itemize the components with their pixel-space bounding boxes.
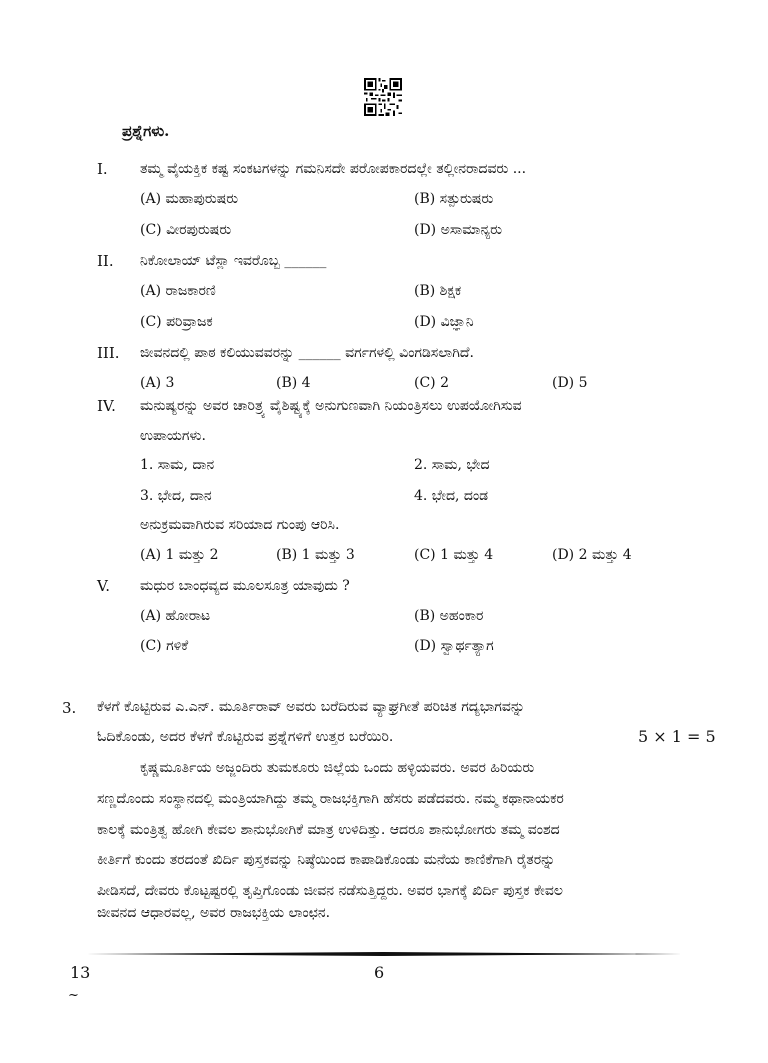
option-a: (A) ರಾಜಕಾರಣಿ bbox=[140, 283, 216, 299]
question-text-line2: ಓದಿಕೊಂಡು, ಅದರ ಕೆಳಗೆ ಕೊಟ್ಟಿರುವ ಪ್ರಶ್ನೆಗಳಿಗೆ ಉತ್ತರ ಬರೆಯಿರಿ. bbox=[97, 729, 394, 745]
option-b: (B) 1 ಮತ್ತು 3 bbox=[276, 547, 355, 563]
option-b: (B) ಸತ್ಪುರುಷರು bbox=[414, 191, 494, 207]
passage-line: ಕೃಷ್ಣಮೂರ್ತಿಯ ಅಜ್ಜಂದಿರು ತುಮಕೂರು ಜಿಲ್ಲೆಯ ಒಂದು ಹಳ್ಳಿಯವರು. ಅವರ ಹಿರಿಯರು bbox=[140, 760, 535, 776]
option-a: (A) 1 ಮತ್ತು 2 bbox=[140, 547, 219, 563]
question-number: V. bbox=[97, 577, 110, 595]
passage-line: ಪೀಡಿಸದೆ, ದೇವರು ಕೊಟ್ಟಷ್ಟರಲ್ಲಿ ತೃಪ್ತಿಗೊಂಡು ಜೀವನ ನಡೆಸುತ್ತಿದ್ದರು. ಅವರ ಭಾಗಕ್ಕೆ ಖಿರ್ದಿ ಪುಸ್ತಕ ಕೇವಲ bbox=[97, 883, 563, 899]
list-item: 3. ಭೇದ, ದಾನ bbox=[140, 488, 212, 504]
qr-code bbox=[364, 78, 402, 116]
option-a: (A) ಹೋರಾಟ bbox=[140, 608, 211, 624]
question-text: ಜೀವನದಲ್ಲಿ ಪಾಠ ಕಲಿಯುವವರನ್ನು ______ ವರ್ಗಗಳಲ್ಲಿ ವಿಂಗಡಿಸಲಾಗಿದೆ. bbox=[140, 345, 474, 361]
option-b: (B) ಶಿಕ್ಷಕ bbox=[414, 283, 462, 299]
option-b: (B) ಅಹಂಕಾರ bbox=[414, 608, 484, 624]
question-number: I. bbox=[97, 160, 108, 178]
question-text: ತಮ್ಮ ವೈಯಕ್ತಿಕ ಕಷ್ಟ ಸಂಕಟಗಳನ್ನು ಗಮನಿಸದೇ ಪರೋಪಕಾರದಲ್ಲೇ ತಲ್ಲೀನರಾದವರು ... bbox=[140, 161, 527, 177]
question-text: ಮಧುರ ಬಾಂಧವ್ಯದ ಮೂಲಸೂತ್ರ ಯಾವುದು ? bbox=[140, 578, 350, 594]
option-a: (A) ಮಹಾಪುರುಷರು bbox=[140, 191, 239, 207]
option-c: (C) ಗಳಿಕೆ bbox=[140, 638, 189, 654]
question-number: III. bbox=[97, 344, 120, 362]
option-d: (D) ವಿಜ್ಞಾನಿ bbox=[414, 314, 474, 330]
list-item: 4. ಭೇದ, ದಂಡ bbox=[414, 488, 489, 504]
option-d: (D) ಸ್ವಾರ್ಥತ್ಯಾಗ bbox=[414, 638, 494, 654]
option-d: (D) ಅಸಾಮಾನ್ಯರು bbox=[414, 222, 503, 238]
option-d: (D) 2 ಮತ್ತು 4 bbox=[552, 547, 632, 563]
passage-line: ಕಾಲಕ್ಕೆ ಮಂತ್ರಿತ್ವ ಹೋಗಿ ಕೇವಲ ಶಾನುಭೋಗಿಕೆ ಮಾತ್ರ ಉಳಿದಿತ್ತು. ಆದರೂ ಶಾನುಭೋಗರು ತಮ್ಮ ವಂಶದ bbox=[97, 822, 560, 838]
question-text-line2: ಉಪಾಯಗಳು. bbox=[140, 428, 206, 444]
option-b: (B) 4 bbox=[276, 375, 311, 391]
list-item: 2. ಸಾಮ, ಭೇದ bbox=[414, 457, 490, 473]
option-c: (C) 2 bbox=[414, 375, 449, 391]
footer-mark: ~ bbox=[68, 988, 79, 1003]
page-number: 6 bbox=[374, 963, 385, 982]
marks-label: 5 × 1 = 5 bbox=[638, 727, 716, 746]
question-text-line1: ಕೆಳಗೆ ಕೊಟ್ಟಿರುವ ಎ.ಎನ್. ಮೂರ್ತಿರಾವ್ ಅವರು ಬರೆದಿರುವ ವ್ಯಾಘ್ರಗೀತೆ ಪರಿಚಿತ ಗದ್ಯಭಾಗವನ್ನು bbox=[97, 699, 525, 715]
option-a: (A) 3 bbox=[140, 375, 175, 391]
question-text-line1: ಮನುಷ್ಯರನ್ನು ಅವರ ಚಾರಿತ್ರ್ಯ ವೈಶಿಷ್ಟ್ಯಕ್ಕೆ ಅನುಗುಣವಾಗಿ ನಿಯಂತ್ರಿಸಲು ಉಪಯೋಗಿಸುವ bbox=[140, 398, 522, 414]
question-number: 3. bbox=[62, 699, 77, 717]
question-instruction: ಅನುಕ್ರಮವಾಗಿರುವ ಸರಿಯಾದ ಗುಂಪು ಆರಿಸಿ. bbox=[140, 517, 340, 533]
question-text: ನಿಕೋಲಾಯ್ ಟೆಸ್ಲಾ ಇವರೊಬ್ಬ ______ bbox=[140, 253, 327, 269]
section-heading: ಪ್ರಶ್ನೆಗಳು. bbox=[122, 122, 170, 140]
option-c: (C) 1 ಮತ್ತು 4 bbox=[414, 547, 494, 563]
passage-line: ಸಣ್ಣದೊಂದು ಸಂಸ್ಥಾನದಲ್ಲಿ ಮಂತ್ರಿಯಾಗಿದ್ದು ತಮ್ಮ ರಾಜಭಕ್ತಿಗಾಗಿ ಹೆಸರು ಪಡೆದವರು. ನಮ್ಮ ಕಥಾನಾಯಕರ bbox=[97, 791, 564, 807]
paper-code: 13 bbox=[70, 963, 91, 982]
option-d: (D) 5 bbox=[552, 375, 588, 391]
option-c: (C) ಪರಿವ್ರಾಜಕ bbox=[140, 314, 213, 330]
question-number: IV. bbox=[97, 397, 116, 415]
footer-divider bbox=[86, 952, 682, 956]
option-c: (C) ವೀರಪುರುಷರು bbox=[140, 222, 232, 238]
passage-line: ಜೀವನದ ಆಧಾರವಲ್ಲ, ಅವರ ರಾಜಭಕ್ತಿಯ ಲಾಂಛನ. bbox=[97, 905, 331, 921]
passage-line: ಕೀರ್ತಿಗೆ ಕುಂದು ತರದಂತೆ ಖಿರ್ದಿ ಪುಸ್ತಕವನ್ನು ನಿಷ್ಠೆಯಿಂದ ಕಾಪಾಡಿಕೊಂಡು ಮನೆಯ ಕಾಣಿಕೆಗಾಗಿ ರೈತರನ್ನು bbox=[97, 852, 556, 868]
list-item: 1. ಸಾಮ, ದಾನ bbox=[140, 457, 215, 473]
question-number: II. bbox=[97, 252, 114, 270]
